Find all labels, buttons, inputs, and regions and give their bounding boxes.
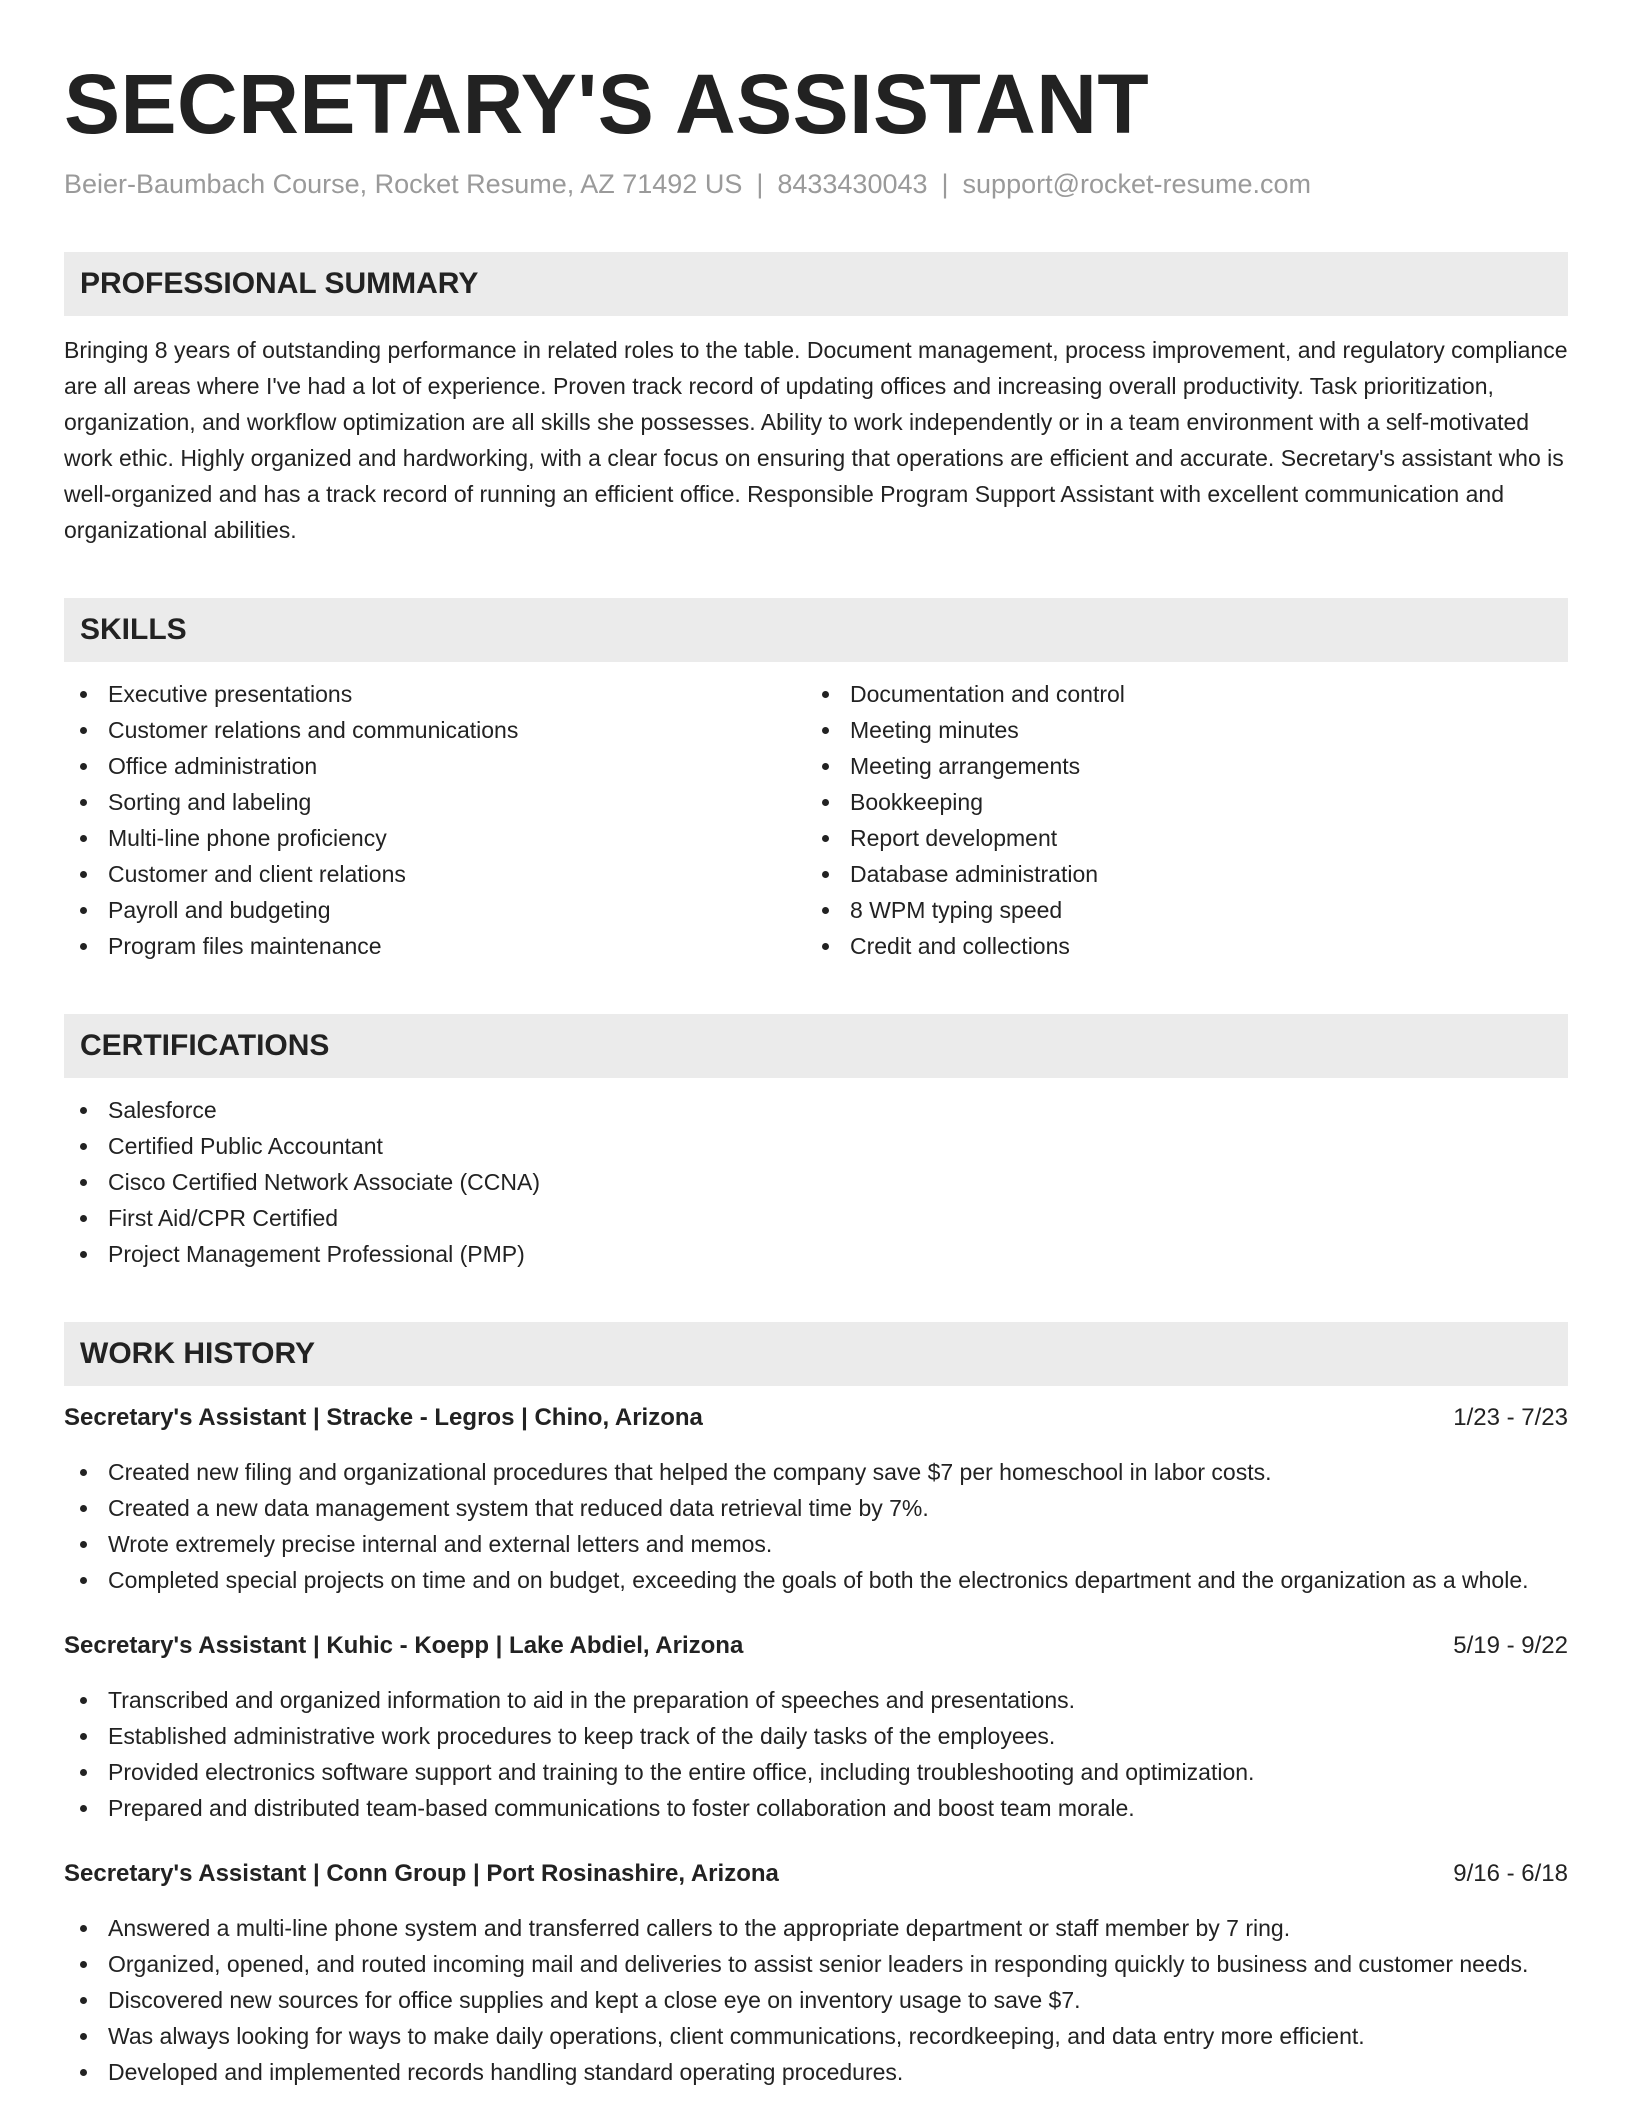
- email: support@rocket-resume.com: [962, 169, 1312, 199]
- skill-item: Office administration: [64, 748, 806, 784]
- skill-item: Report development: [806, 820, 1548, 856]
- job-bullet: Was always looking for ways to make daily operations, client communications, recordkeeping, and data entry more efficient.: [64, 2018, 1568, 2054]
- job-bullet: Wrote extremely precise internal and external letters and memos.: [64, 1526, 1568, 1562]
- job-bullets: [64, 1910, 1568, 2090]
- job-bullet: Created new filing and organizational procedures that helped the company save $7 per homeschool in labor costs.: [64, 1454, 1568, 1490]
- certification-item: Salesforce: [64, 1092, 1568, 1128]
- skill-item: Executive presentations: [64, 676, 806, 712]
- job-bullet: Answered a multi-line phone system and transferred callers to the appropriate department or staff member by 7 ring.: [64, 1910, 1568, 1946]
- job-bullet: Organized, opened, and routed incoming mail and deliveries to assist senior leaders in responding quickly to business and customer needs.: [64, 1946, 1568, 1982]
- job-bullet: Transcribed and organized information to aid in the preparation of speeches and presentations.: [64, 1682, 1568, 1718]
- job-dates: 9/16 - 6/18: [1453, 1860, 1568, 1887]
- job-dates: 5/19 - 9/22: [1453, 1632, 1568, 1659]
- skill-item: Documentation and control: [806, 676, 1548, 712]
- skill-item: Customer relations and communications: [64, 712, 806, 748]
- job-dates: 1/23 - 7/23: [1453, 1404, 1568, 1431]
- certifications-list: [64, 1092, 1568, 1272]
- skill-item: Customer and client relations: [64, 856, 806, 892]
- job-title: Secretary's Assistant | Kuhic - Koepp | Lake Abdiel, Arizona: [64, 1632, 744, 1659]
- skill-item: Database administration: [806, 856, 1548, 892]
- contact-line: [64, 166, 1568, 202]
- phone: 8433430043: [777, 169, 928, 199]
- section-heading-work-history: WORK HISTORY: [64, 1322, 1568, 1386]
- section-heading-summary: PROFESSIONAL SUMMARY: [64, 252, 1568, 316]
- job-bullet: Developed and implemented records handling standard operating procedures.: [64, 2054, 1568, 2090]
- skill-item: 8 WPM typing speed: [806, 892, 1548, 928]
- certification-item: Cisco Certified Network Associate (CCNA): [64, 1164, 1568, 1200]
- skill-item: Program files maintenance: [64, 928, 806, 964]
- skill-item: Credit and collections: [806, 928, 1548, 964]
- job-bullet: Created a new data management system that reduced data retrieval time by 7%.: [64, 1490, 1568, 1526]
- job-entry: [64, 1400, 1568, 1598]
- address: Beier-Baumbach Course, Rocket Resume, AZ 71492 US: [64, 169, 743, 199]
- job-title: Secretary's Assistant | Stracke - Legros | Chino, Arizona: [64, 1404, 703, 1431]
- job-title: Secretary's Assistant | Conn Group | Port Rosinashire, Arizona: [64, 1860, 779, 1887]
- job-bullets: [64, 1454, 1568, 1598]
- skill-item: Multi-line phone proficiency: [64, 820, 806, 856]
- skill-item: Bookkeeping: [806, 784, 1548, 820]
- job-bullet: Established administrative work procedures to keep track of the daily tasks of the employees.: [64, 1718, 1568, 1754]
- job-bullet: Provided electronics software support and training to the entire office, including troubleshooting and optimization.: [64, 1754, 1568, 1790]
- section-heading-skills: SKILLS: [64, 598, 1568, 662]
- skills-list: [64, 676, 1568, 964]
- certification-item: Certified Public Accountant: [64, 1128, 1568, 1164]
- job-bullet: Discovered new sources for office supplies and kept a close eye on inventory usage to save $7.: [64, 1982, 1568, 2018]
- contact-separator: |: [941, 169, 949, 199]
- job-bullets: [64, 1682, 1568, 1826]
- job-bullet: Completed special projects on time and on budget, exceeding the goals of both the electronics department and the organization as a whole.: [64, 1562, 1568, 1598]
- skills-column-right: [806, 676, 1548, 964]
- certification-item: First Aid/CPR Certified: [64, 1200, 1568, 1236]
- job-header: [64, 1400, 1568, 1436]
- summary-text: Bringing 8 years of outstanding performance in related roles to the table. Document management, process improvement, and regulatory compliance are all areas where I've had a lot of experience. Proven track record of updating offices and increasing overall productivity. Task prioritization, organization, and workflow optimization are all skills she possesses. Ability to work independently or in a team environment with a self-motivated work ethic. Highly organized and hardworking, with a clear focus on ensuring that operations are efficient and accurate. Secretary's assistant who is well-organized and has a track record of running an efficient office. Responsible Program Support Assistant with excellent communication and organizational abilities.: [64, 337, 1568, 543]
- resume-page: [64, 0, 1568, 2090]
- skill-item: Meeting arrangements: [806, 748, 1548, 784]
- skill-item: Meeting minutes: [806, 712, 1548, 748]
- contact-separator: |: [756, 169, 764, 199]
- skills-column-left: [64, 676, 806, 964]
- certification-item: Project Management Professional (PMP): [64, 1236, 1568, 1272]
- candidate-name: SECRETARY'S ASSISTANT: [64, 57, 1150, 151]
- job-entry: [64, 1628, 1568, 1826]
- section-heading-certifications: CERTIFICATIONS: [64, 1014, 1568, 1078]
- job-entry: [64, 1856, 1568, 2090]
- skill-item: Sorting and labeling: [64, 784, 806, 820]
- job-header: [64, 1628, 1568, 1664]
- job-bullet: Prepared and distributed team-based communications to foster collaboration and boost team morale.: [64, 1790, 1568, 1826]
- skill-item: Payroll and budgeting: [64, 892, 806, 928]
- job-header: [64, 1856, 1568, 1892]
